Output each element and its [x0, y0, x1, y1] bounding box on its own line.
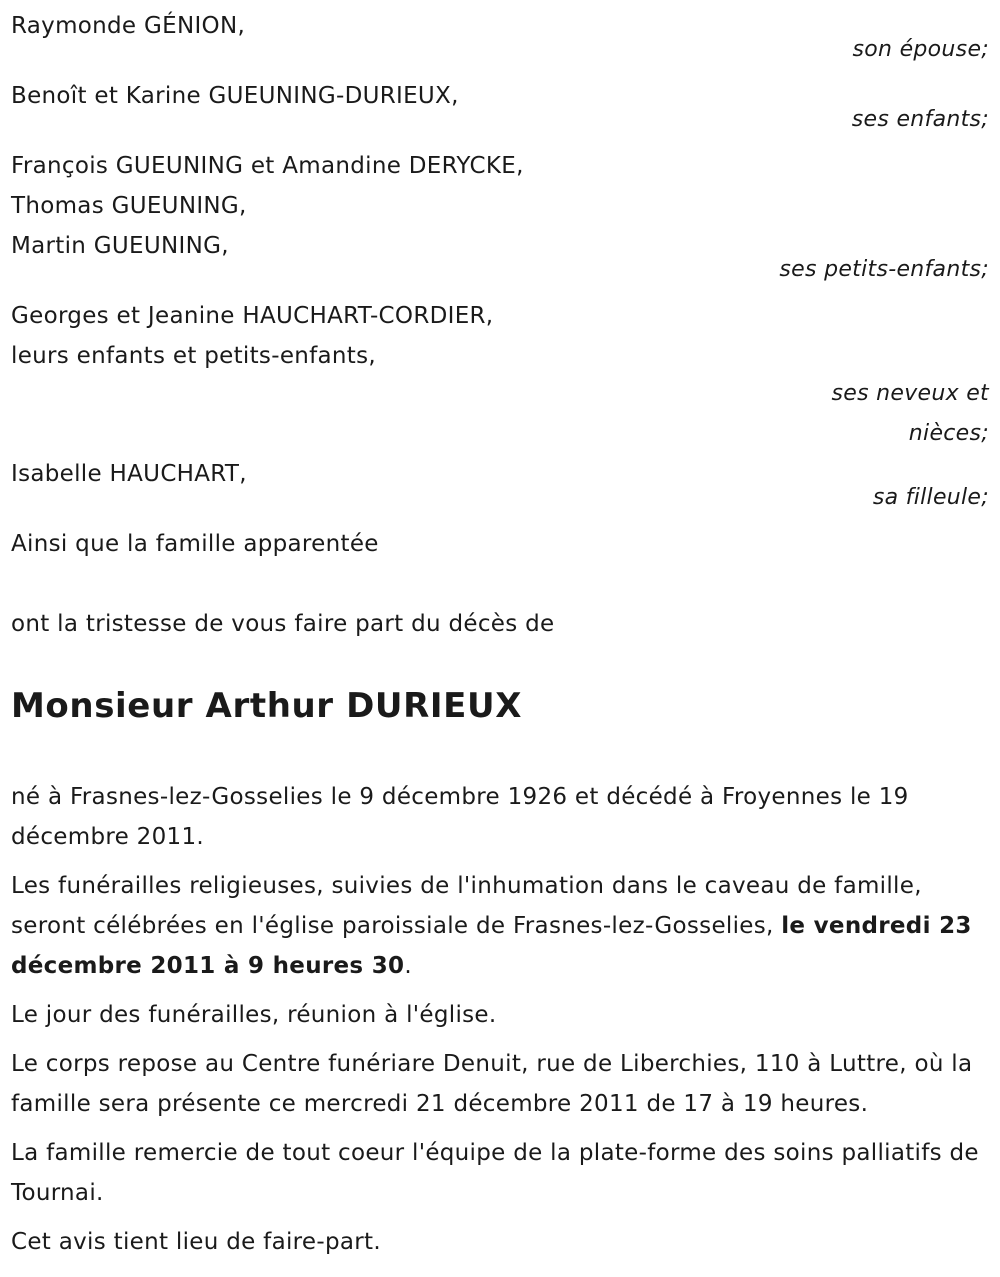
relation-label: son épouse;	[852, 37, 989, 62]
family-list	[11, 6, 990, 564]
family-name: Benoît et Karine GUEUNING-DURIEUX,	[11, 83, 459, 109]
family-name: Thomas GUEUNING,	[11, 193, 247, 219]
family-name: Martin GUEUNING,	[11, 233, 229, 259]
relation-label: nièces;	[908, 421, 989, 446]
birth-death-paragraph: né à Frasnes-lez-Gosselies le 9 décembre 1926 et décédé à Froyennes le 19 décembre 2011.	[11, 784, 909, 850]
deceased-name: Monsieur Arthur DURIEUX	[11, 686, 523, 726]
family-name: Georges et Jeanine HAUCHART-CORDIER,	[11, 303, 494, 329]
funeral-date: le vendredi 23 décembre 2011 à 9 heures 30	[11, 913, 972, 979]
family-group-grandchildren	[11, 146, 990, 290]
family-group-nephews	[11, 296, 990, 454]
obituary-page	[0, 6, 1000, 1277]
family-name: Isabelle HAUCHART,	[11, 461, 247, 487]
funeral-end: .	[404, 953, 412, 979]
family-group-children	[11, 76, 990, 140]
relation-label: ses neveux et	[831, 381, 989, 406]
relation-label-multi	[11, 374, 990, 454]
family-name: François GUEUNING et Amandine DERYCKE,	[11, 153, 524, 179]
viewing-paragraph: Le corps repose au Centre funériare Denuit, rue de Liberchies, 110 à Luttre, où la famille sera présente ce mercredi 21 décembre 2011 de 17 à 19 heures.	[11, 1051, 973, 1117]
family-name: Raymonde GÉNION,	[11, 13, 246, 39]
family-group-spouse	[11, 6, 990, 70]
extended-family: Ainsi que la famille apparentée	[11, 531, 379, 557]
family-group-goddaughter	[11, 454, 990, 518]
relation-label: ses petits-enfants;	[779, 257, 989, 282]
funeral-text: Les funérailles religieuses, suivies de l'inhumation dans le caveau de famille, seront célébrées en l'église paroissiale de Frasnes-lez-Gosselies,	[11, 873, 922, 939]
relation-label: ses enfants;	[851, 107, 989, 132]
meeting-paragraph: Le jour des funérailles, réunion à l'église.	[11, 1002, 497, 1028]
family-name: leurs enfants et petits-enfants,	[11, 343, 377, 369]
announcement-text: ont la tristesse de vous faire part du décès de	[11, 611, 555, 637]
closing-paragraph: Cet avis tient lieu de faire-part.	[11, 1229, 381, 1255]
thanks-paragraph: La famille remercie de tout coeur l'équipe de la plate-forme des soins palliatifs de Tournai.	[11, 1140, 979, 1206]
relation-label: sa filleule;	[872, 485, 989, 510]
funeral-paragraph	[11, 866, 990, 986]
